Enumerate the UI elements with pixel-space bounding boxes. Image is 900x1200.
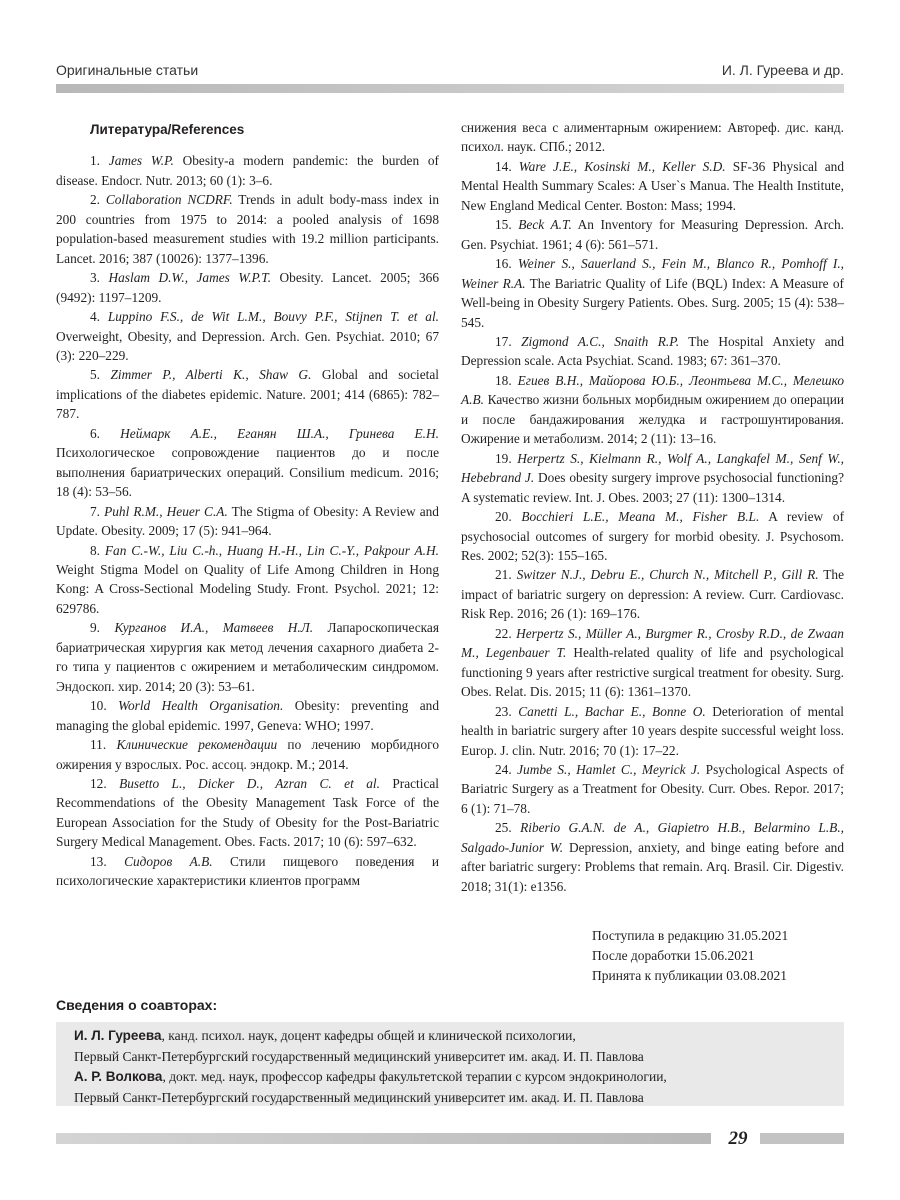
reference-number: 10.	[90, 698, 107, 714]
references-column-right	[461, 118, 844, 896]
reference-number: 23.	[495, 703, 512, 719]
reference-authors: Switzer N.J., Debru E., Church N., Mitchell P., Gill R.	[516, 567, 819, 583]
reference-number: 19.	[495, 450, 512, 466]
reference-item	[56, 424, 439, 502]
reference-authors: Haslam D.W., James W.P.T.	[108, 270, 272, 286]
coauthor-2-name: А. Р. Волкова	[74, 1069, 163, 1084]
reference-item	[56, 774, 439, 852]
section-title: Оригинальные статьи	[56, 62, 199, 78]
date-accepted: Принята к публикации 03.08.2021	[592, 968, 787, 983]
reference-authors: Puhl R.M., Heuer C.A.	[104, 503, 228, 519]
reference-number: 18.	[495, 372, 512, 388]
reference-authors: Клинические рекомендации	[116, 737, 278, 753]
reference-item	[56, 618, 439, 696]
reference-text: Does obesity surgery improve psychosocial functioning? A systematic review. Int. J. Obes. 2003; 27 (11): 1300–1314.	[461, 470, 844, 505]
reference-number: 11.	[90, 737, 107, 753]
reference-authors: Курганов И.А., Матвеев Н.Л.	[114, 620, 314, 636]
reference-number: 6.	[90, 425, 101, 441]
coauthor-2-line-1	[74, 1067, 844, 1088]
reference-item	[56, 696, 439, 735]
reference-text: Global and societal implications of the diabetes epidemic. Nature. 2001; 414 (6865): 782–787.	[56, 367, 439, 422]
reference-number: 16.	[495, 256, 512, 272]
reference-text: Practical Recommendations of the Obesity Management Task Force of the European Association for the Study of Obesity for the Post-Bariatric Surgery Medical Management. Obes. Facts. 2017; 10 (6): 597–632.	[56, 775, 440, 850]
coauthor-1-line-1	[74, 1026, 844, 1047]
reference-number: 8.	[90, 542, 101, 558]
reference-text: SF-36 Physical and Mental Health Summary Scales: A User`s Manua. The Health Institute, New England Medical Center. Boston: Mass; 1994.	[461, 158, 845, 213]
coauthor-2-position: , докт. мед. наук, профессор кафедры факультетской терапии с курсом эндокринологии,	[162, 1069, 667, 1084]
reference-number: 22.	[495, 625, 512, 641]
reference-number: 13.	[90, 853, 107, 869]
references-column-left	[56, 118, 439, 891]
coauthors-box	[56, 1022, 844, 1106]
date-received: Поступила в редакцию 31.05.2021	[592, 928, 789, 943]
reference-text: Психологическое сопровождение пациентов до и после выполнения бариатрических операций. Consilium medicum. 2016; 18 (4): 53–56.	[56, 445, 439, 500]
reference-authors: Herpertz S., Müller A., Burgmer R., Crosby R.D., de Zwaan M., Legenbauer T.	[461, 625, 844, 661]
reference-authors: World Health Organisation.	[118, 698, 284, 714]
reference-item	[461, 215, 844, 254]
reference-authors: Bocchieri L.E., Meana M., Fisher B.L.	[521, 509, 760, 525]
reference-item	[56, 541, 439, 619]
header-rule	[56, 84, 844, 93]
reference-item	[461, 760, 844, 818]
reference-number: 20.	[495, 509, 512, 525]
coauthor-2-affiliation: Первый Санкт-Петербургский государственный медицинский университет им. акад. И. П. Павлова	[74, 1089, 644, 1105]
reference-text: The Hospital Anxiety and Depression scale. Acta Psychiat. Scand. 1983; 67: 361–370.	[461, 333, 844, 369]
reference-number: 21.	[495, 567, 512, 583]
reference-text: по лечению морбидного ожирения у взрослых. Рос. ассоц. эндокр. М.; 2014.	[56, 737, 439, 772]
reference-text: Лапароскопическая бариатрическая хирургия как метод лечения сахарного диабета 2-го типа у пациентов с ожирением и метаболическим синдромом. Эндоскоп. хир. 2014; 20 (3): 53–61.	[56, 620, 439, 694]
reference-authors: Weiner S., Sauerland S., Fein M., Blanco R., Pomhoff I., Weiner R.A.	[461, 256, 844, 291]
reference-text: Psychological Aspects of Bariatric Surgery as a Treatment for Obesity. Curr. Obes. Repor. 2017; 6 (1): 71–78.	[461, 761, 845, 816]
reference-item	[461, 157, 844, 215]
publication-dates	[592, 926, 788, 986]
reference-text: The Stigma of Obesity: A Review and Update. Obesity. 2009; 17 (5): 941–964.	[56, 503, 439, 539]
reference-item	[461, 254, 844, 332]
reference-item	[56, 151, 439, 190]
page-number: 29	[728, 1128, 748, 1149]
reference-item	[56, 502, 439, 541]
footer-rule-end	[760, 1133, 844, 1144]
reference-item	[461, 565, 844, 623]
reference-item	[461, 818, 844, 896]
reference-text: Weight Stigma Model on Quality of Life Among Children in Hong Kong: A Cross-Sectional Modeling Study. Front. Psychol. 2021; 12: 629786.	[56, 561, 439, 616]
reference-authors: James W.P.	[108, 153, 174, 169]
reference-authors: Collaboration NCDRF.	[105, 192, 233, 208]
reference-number: 1.	[90, 153, 101, 169]
reference-item	[461, 332, 844, 371]
reference-number: 24.	[495, 761, 512, 777]
reference-item	[56, 268, 439, 307]
reference-continuation: снижения веса с алиментарным ожирением: Автореф. дис. канд. психол. наук. СПб.; 2012.	[461, 120, 844, 155]
reference-authors: Fan C.-W., Liu C.-h., Huang H.-H., Lin C.-Y., Pakpour A.H.	[104, 542, 439, 558]
reference-number: 12.	[90, 775, 107, 791]
reference-item	[461, 449, 844, 507]
footer-rule	[56, 1133, 711, 1144]
reference-authors: Luppino F.S., de Wit L.M., Bouvy P.F., Stijnen T. et al.	[107, 309, 439, 325]
reference-item	[461, 507, 844, 565]
reference-text: The Bariatric Quality of Life (BQL) Index: A Measure of Well-being in Obesity Surgery Patients. Obes. Surg. 2005; 15 (4): 538–545.	[461, 275, 844, 330]
reference-authors: Herpertz S., Kielmann R., Wolf A., Langkafel M., Senf W., Hebebrand J.	[461, 450, 844, 486]
reference-authors: Сидоров А.В.	[124, 853, 213, 869]
reference-text: A review of psychosocial outcomes of surgery for morbid obesity. J. Psychosom. Res. 2002; 52(3): 155–165.	[461, 509, 845, 563]
reference-text: An Inventory for Measuring Depression. Arch. Gen. Psychiat. 1961; 4 (6): 561–571.	[461, 217, 844, 252]
reference-item	[56, 365, 439, 423]
coauthor-1-position: , канд. психол. наук, доцент кафедры общей и клинической психологии,	[161, 1028, 576, 1043]
reference-text: Стили пищевого поведения и психологические характеристики клиентов программ	[56, 853, 439, 889]
reference-number: 15.	[495, 217, 512, 233]
reference-authors: Riberio G.A.N. de A., Giapietro H.B., Belarmino L.B., Salgado-Junior W.	[461, 820, 844, 855]
reference-authors: Busetto L., Dicker D., Azran C. et al.	[119, 775, 380, 791]
reference-authors: Beck A.T.	[518, 217, 572, 233]
reference-item	[461, 702, 844, 760]
running-authors: И. Л. Гуреева и др.	[721, 62, 844, 78]
reference-text: Deterioration of mental health in bariatric surgery after 10 years despite successful weight loss. Europ. J. clin. Nutr. 2016; 70 (1): 17–22.	[461, 703, 844, 758]
coauthors-heading: Сведения о соавторах:	[56, 997, 218, 1013]
reference-number: 2.	[90, 192, 101, 208]
reference-text: Obesity-a modern pandemic: the burden of disease. Endocr. Nutr. 2013; 60 (1): 3–6.	[56, 153, 439, 188]
coauthor-1-affiliation: Первый Санкт-Петербургский государственный медицинский университет им. акад. И. П. Павлова	[74, 1048, 644, 1064]
reference-item	[56, 190, 439, 268]
reference-authors: Неймарк А.Е., Еганян Ш.А., Гринева Е.Н.	[120, 425, 439, 441]
reference-text: Trends in adult body-mass index in 200 countries from 1975 to 2014: a pooled analysis of 1698 population-based measurement studies with 19.2 million participants. Lancet. 2016; 387 (10026): 1377–1396.	[56, 192, 439, 266]
coauthor-1-name: И. Л. Гуреева	[74, 1028, 162, 1043]
reference-text: Overweight, Obesity, and Depression. Arch. Gen. Psychiat. 2010; 67 (3): 220–229.	[56, 328, 439, 363]
date-revised: После доработки 15.06.2021	[592, 948, 755, 963]
reference-text: The impact of bariatric surgery on depression: A review. Curr. Cardiovasc. Risk Rep. 2016; 26 (1): 169–176.	[461, 567, 845, 622]
references-heading: Литература/References	[90, 122, 245, 137]
reference-number: 17.	[495, 333, 512, 349]
reference-item	[56, 852, 439, 891]
reference-authors: Canetti L., Bachar E., Bonne O.	[518, 703, 706, 719]
reference-authors: Jumbe S., Hamlet C., Meyrick J.	[517, 761, 701, 777]
reference-number: 25.	[495, 820, 512, 836]
reference-number: 7.	[90, 503, 101, 519]
reference-text: Health-related quality of life and psychological functioning 9 years after restrictive surgical treatment for obesity. Surg. Obes. Relat. Dis. 2015; 11 (6): 1361–1370.	[461, 645, 844, 700]
running-head	[56, 62, 844, 78]
reference-text: Obesity: preventing and managing the global epidemic. 1997, Geneva: WHO; 1997.	[56, 698, 439, 733]
reference-authors: Zimmer P., Alberti K., Shaw G.	[110, 367, 312, 383]
reference-text: Качество жизни больных морбидным ожирением до операции и после бандажирования желудка и гастрошунтирования. Ожирение и метаболизм. 2014; 2 (11): 13–16.	[461, 392, 844, 447]
reference-authors: Егиев В.Н., Майорова Ю.Б., Леонтьева М.С., Мелешко А.В.	[461, 372, 844, 408]
reference-number: 9.	[90, 620, 101, 636]
reference-item	[56, 307, 439, 365]
reference-number: 4.	[90, 309, 101, 325]
reference-authors: Ware J.E., Kosinski M., Keller S.D.	[518, 158, 726, 174]
reference-authors: Zigmond A.C., Snaith R.P.	[521, 333, 680, 349]
reference-text: Obesity. Lancet. 2005; 366 (9492): 1197–1209.	[56, 270, 439, 305]
reference-item	[56, 735, 439, 774]
reference-item	[461, 371, 844, 449]
reference-number: 5.	[90, 367, 101, 383]
reference-number: 3.	[90, 270, 101, 286]
reference-text: Depression, anxiety, and binge eating before and after bariatric surgery: Problems that remain. Arq. Brasil. Cir. Digestiv. 2018; 31(1): e1356.	[461, 839, 844, 894]
reference-number: 14.	[495, 158, 512, 174]
reference-item	[461, 624, 844, 702]
